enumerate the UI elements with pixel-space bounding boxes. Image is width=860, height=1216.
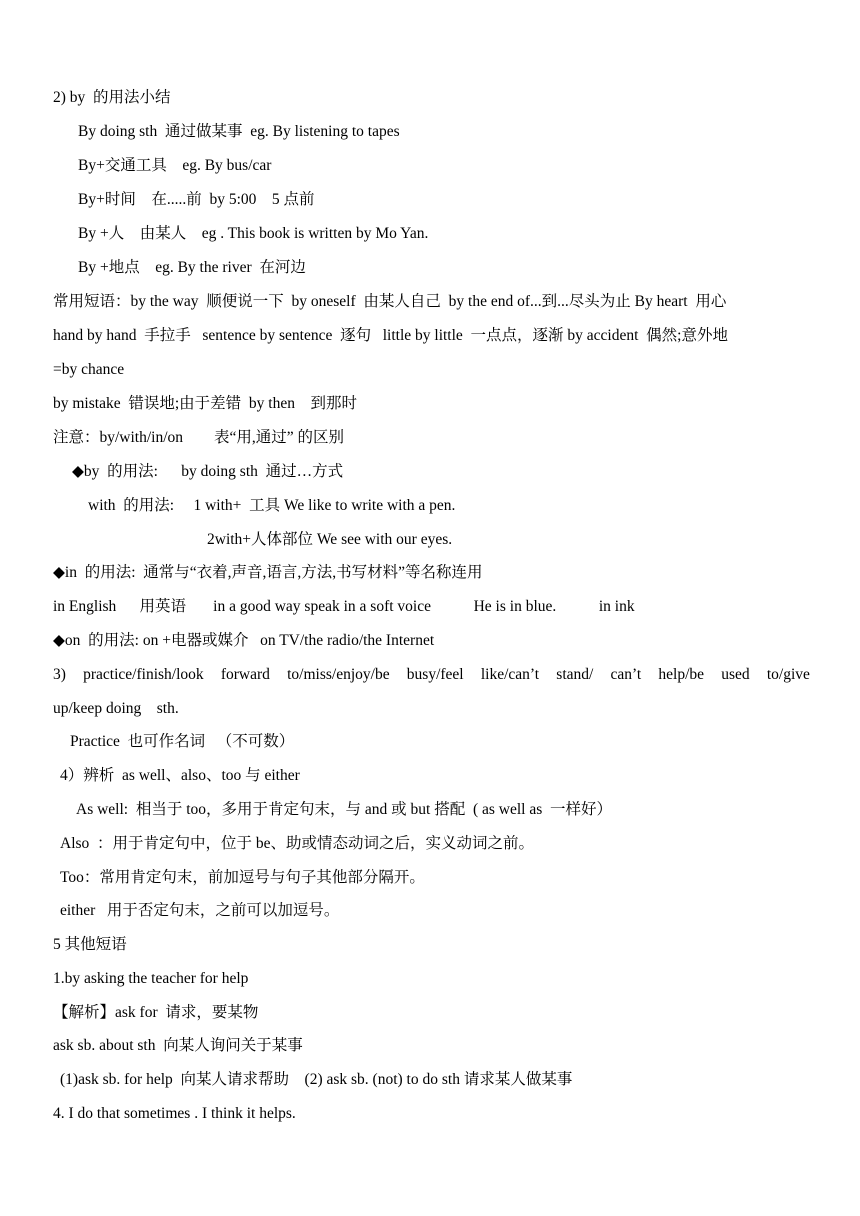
- with-body-part-line: 2with+人体部位 We see with our eyes.: [207, 531, 453, 548]
- word: forward: [220, 666, 270, 683]
- word: can’t: [610, 666, 642, 683]
- word: busy/feel: [406, 666, 464, 683]
- common-phrases-line-3: =by chance: [53, 361, 125, 378]
- gerund-verbs-line: [53, 665, 810, 685]
- word: stand/: [556, 666, 594, 683]
- note-line: 注意：by/with/in/on 表“用,通过” 的区别: [53, 429, 345, 446]
- gerund-verbs-line-2: up/keep doing sth.: [53, 700, 179, 717]
- ask-about-line: ask sb. about sth 向某人询问关于某事: [53, 1037, 303, 1054]
- by-place-line: By +地点 eg. By the river 在河边: [78, 259, 306, 276]
- phrase-4-line: 4. I do that sometimes . I think it helps.: [53, 1105, 296, 1122]
- too-line: Too：常用肯定句末，前加逗号与句子其他部分隔开。: [60, 869, 425, 886]
- by-doing-line: By doing sth 通过做某事 eg. By listening to tapes: [78, 123, 400, 140]
- distinguish-heading: 4）辨析 as well、also、too 与 either: [60, 767, 300, 784]
- word: like/can’t: [480, 666, 540, 683]
- as-well-line: As well: 相当于 too，多用于肯定句末，与 and 或 but 搭配 ( as well as 一样好）: [76, 801, 613, 818]
- common-phrases-line-2: hand by hand 手拉手 sentence by sentence 逐句 little by little 一点点，逐渐 by accident 偶然;意外地: [53, 327, 728, 344]
- in-usage-bullet: ◆in 的用法: 通常与“衣着,声音,语言,方法,书写材料”等名称连用: [53, 564, 483, 581]
- also-line: Also ：用于肯定句中，位于 be、助或情态动词之后，实义动词之前。: [60, 835, 535, 852]
- by-usage-bullet: ◆by 的用法: by doing sth 通过…方式: [72, 463, 344, 480]
- by-mistake-line: by mistake 错误地;由于差错 by then 到那时: [53, 395, 357, 412]
- section-heading-by-usage: 2) by 的用法小结: [53, 89, 171, 106]
- ask-for-help-line: (1)ask sb. for help 向某人请求帮助 (2) ask sb. (not) to do sth 请求某人做某事: [60, 1071, 573, 1088]
- in-examples-line: in English 用英语 in a good way speak in a soft voice He is in blue. in ink: [53, 598, 635, 615]
- with-usage-line: with 的用法: 1 with+ 工具 We like to write with a pen.: [88, 497, 456, 514]
- word: to/give: [766, 666, 810, 683]
- common-phrases-line: 常用短语：by the way 顺便说一下 by oneself 由某人自己 by the end of...到...尽头为止 By heart 用心: [53, 293, 727, 310]
- analysis-line: 【解析】ask for 请求，要某物: [53, 1004, 259, 1021]
- by-time-line: By+时间 在.....前 by 5:00 5 点前: [78, 191, 315, 208]
- by-transport-line: By+交通工具 eg. By bus/car: [78, 157, 272, 174]
- word: used: [721, 666, 750, 683]
- either-line: either 用于否定句末，之前可以加逗号。: [60, 902, 340, 919]
- by-person-line: By +人 由某人 eg . This book is written by Mo Yan.: [78, 225, 429, 242]
- practice-noun-line: Practice 也可作名词 （不可数）: [70, 733, 295, 750]
- word: to/miss/enjoy/be: [287, 666, 390, 683]
- other-phrases-heading: 5 其他短语: [53, 936, 127, 953]
- on-usage-bullet: ◆on 的用法: on +电器或媒介 on TV/the radio/the Internet: [53, 632, 435, 649]
- word: 3): [53, 666, 66, 683]
- phrase-1-line: 1.by asking the teacher for help: [53, 970, 249, 987]
- word: help/be: [658, 666, 705, 683]
- word: practice/finish/look: [83, 666, 204, 683]
